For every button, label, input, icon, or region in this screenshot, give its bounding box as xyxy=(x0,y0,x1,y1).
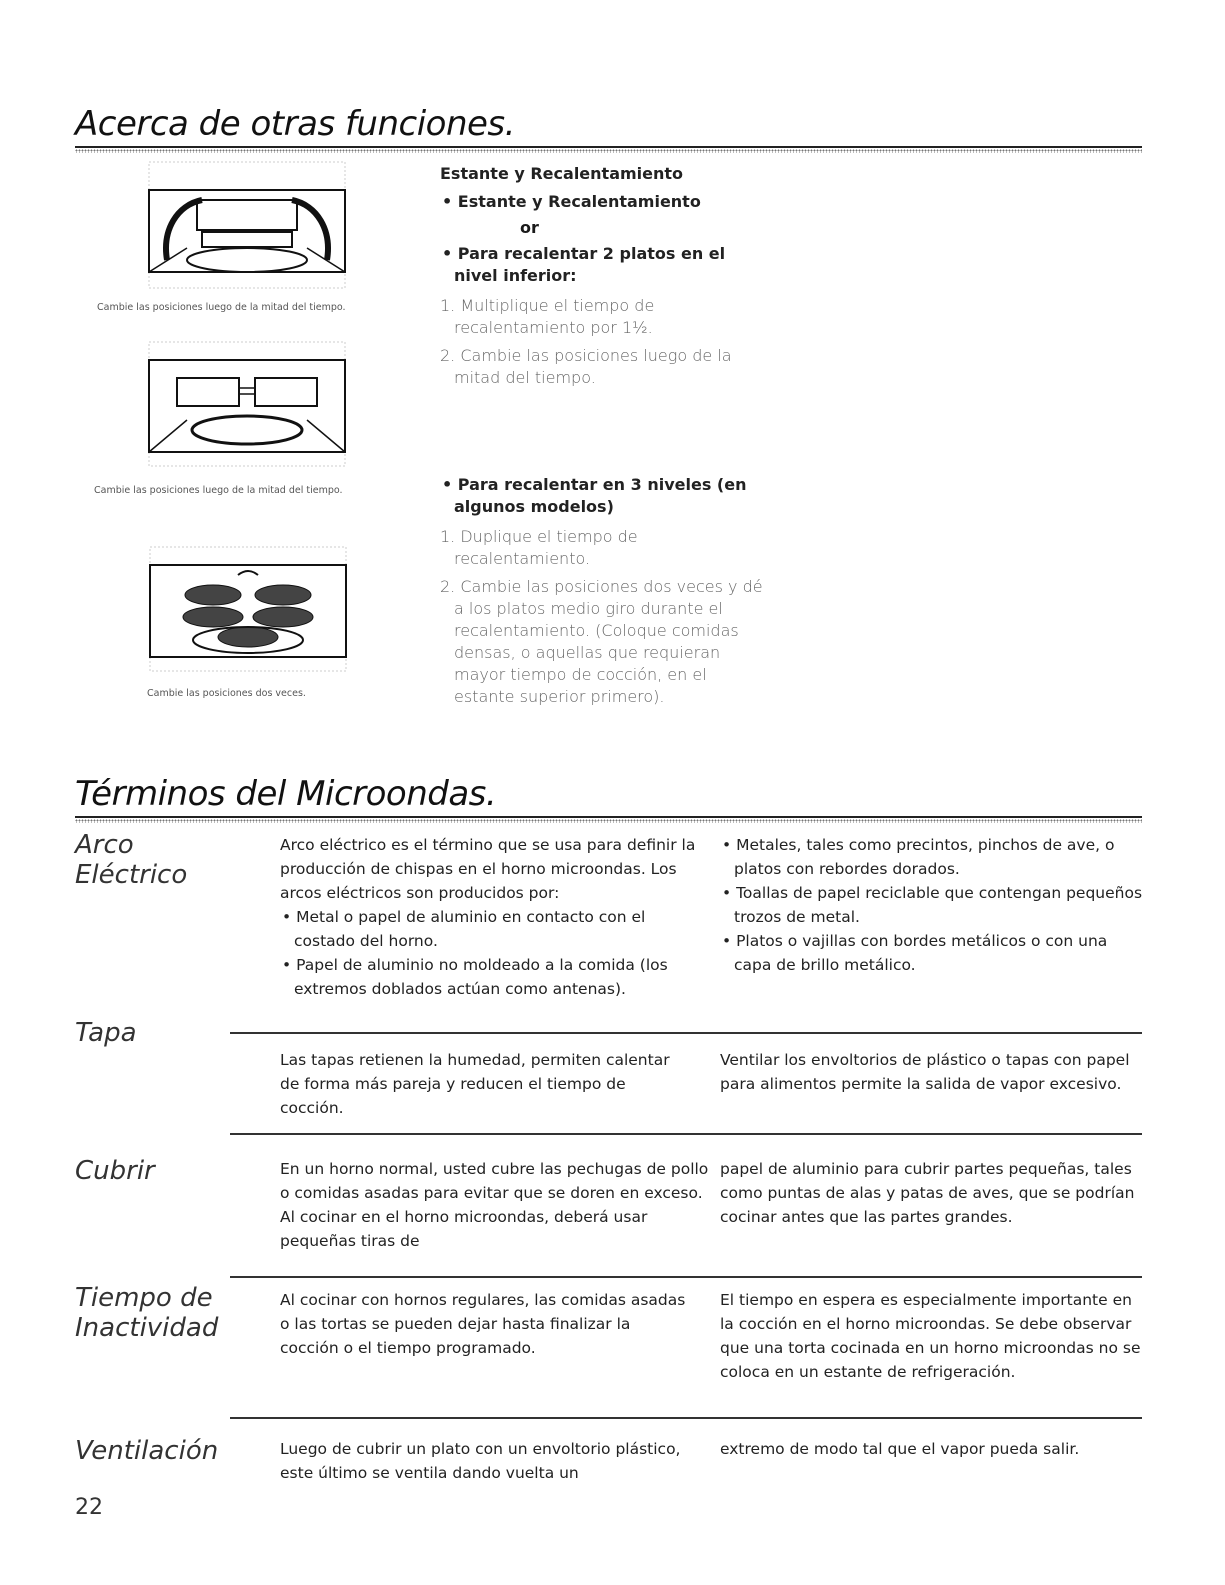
rack-bullet-2: • Para recalentar 2 platos en el nivel inferior: xyxy=(440,243,770,287)
arco-right-bullet-2: • Toallas de papel reciclable que contengan pequeños trozos de metal. xyxy=(720,881,1145,929)
arco-right-bullet-3: • Platos o vajillas con bordes metálicos o con una capa de brillo metálico. xyxy=(720,929,1145,977)
section-divider-dots xyxy=(75,819,1142,823)
tapa-right-text: Ventilar los envoltorios de plástico o tapas con papel para alimentos permite la salida de vapor excesivo. xyxy=(720,1051,1130,1093)
section-title-terminos: Términos del Microondas. xyxy=(75,774,497,814)
rack-step-2a: 2. Cambie las posiciones luego de la mitad del tiempo. xyxy=(440,346,732,387)
cubrir-right-text: papel de aluminio para cubrir partes pequeñas, tales como puntas de alas y patas de aves, que se podrían cocinar antes que las partes grandes. xyxy=(720,1160,1135,1226)
tiempo-right-text: El tiempo en espera es especialmente importante en la cocción en el horno microondas. Se debe observar que una torta cocinada en un horno microondas no se coloca en un estante de refrigeración. xyxy=(720,1291,1141,1381)
rack-three-level-instructions xyxy=(440,474,770,708)
term-cubrir: Cubrir xyxy=(75,1156,155,1186)
figure-rack-swap-2 xyxy=(147,340,347,468)
rack-step-1a: 1. Multiplique el tiempo de recalentamiento por 1½. xyxy=(440,296,655,337)
cubrir-left-text: En un horno normal, usted cubre las pechugas de pollo o comidas asadas para evitar que se doren en exceso. Al cocinar en el horno microondas, deberá usar pequeñas tiras de xyxy=(280,1160,709,1250)
section-title-otras-funciones: Acerca de otras funciones. xyxy=(75,104,515,144)
arco-right-bullet-1: • Metales, tales como precintos, pinchos de ave, o platos con rebordes dorados. xyxy=(720,833,1145,881)
term-tiempo-line2: Inactividad xyxy=(75,1313,219,1343)
row-divider xyxy=(230,1417,1142,1419)
oven-rack-illustration-3 xyxy=(148,545,348,673)
rack-bullet-1: • Estante y Recalentamiento xyxy=(440,191,770,213)
row-divider xyxy=(230,1032,1142,1034)
arco-left-text xyxy=(280,833,700,1001)
rack-bullet-3: • Para recalentar en 3 niveles (en algunos modelos) xyxy=(440,474,770,518)
rack-heading: Estante y Recalentamiento xyxy=(440,164,684,183)
arco-left-bullet-2: • Papel de aluminio no moldeado a la comida (los extremos doblados actúan como antenas). xyxy=(280,953,700,1001)
oven-rack-illustration-2 xyxy=(147,340,347,468)
figure-caption-2: Cambie las posiciones luego de la mitad del tiempo. xyxy=(94,485,343,496)
term-arco-line1: Arco xyxy=(75,830,134,860)
term-tiempo-inactividad xyxy=(75,1283,218,1343)
arco-intro: Arco eléctrico es el término que se usa para definir la producción de chispas en el horno microondas. Los arcos eléctricos son producidos por: xyxy=(280,836,696,902)
rack-or: or xyxy=(520,218,539,237)
rack-reheat-instructions xyxy=(440,163,770,389)
tiempo-left-text: Al cocinar con hornos regulares, las comidas asadas o las tortas se pueden dejar hasta finalizar la cocción o el tiempo programado. xyxy=(280,1291,686,1357)
term-arco-electrico xyxy=(75,830,187,890)
arco-right-text xyxy=(720,833,1145,977)
term-arco-line2: Eléctrico xyxy=(75,860,188,890)
figure-caption-3: Cambie las posiciones dos veces. xyxy=(147,688,306,699)
figure-rack-swap-1 xyxy=(147,160,347,290)
term-tapa: Tapa xyxy=(75,1018,137,1048)
ventilacion-left-text: Luego de cubrir un plato con un envoltorio plástico, este último se ventila dando vuelta un xyxy=(280,1440,681,1482)
section-divider-dots xyxy=(75,149,1142,153)
rack-step-2b: 2. Cambie las posiciones dos veces y dé a los platos medio giro durante el recalentamiento. (Coloque comidas densas, o aquellas que requieran mayor tiempo de cocción, en el estante superior primero). xyxy=(440,577,763,706)
row-divider xyxy=(230,1276,1142,1278)
ventilacion-right-text: extremo de modo tal que el vapor pueda salir. xyxy=(720,1440,1080,1458)
term-ventilacion: Ventilación xyxy=(75,1436,219,1466)
term-tiempo-line1: Tiempo de xyxy=(75,1283,213,1313)
rack-step-1b: 1. Duplique el tiempo de recalentamiento. xyxy=(440,527,638,568)
oven-rack-illustration-1 xyxy=(147,160,347,290)
section-divider xyxy=(75,146,1142,148)
figure-caption-1: Cambie las posiciones luego de la mitad del tiempo. xyxy=(97,302,346,313)
section-divider xyxy=(75,816,1142,818)
figure-rack-three-levels xyxy=(148,545,348,673)
row-divider xyxy=(230,1133,1142,1135)
arco-left-bullet-1: • Metal o papel de aluminio en contacto con el costado del horno. xyxy=(280,905,700,953)
page-number: 22 xyxy=(75,1495,103,1520)
tapa-left-text: Las tapas retienen la humedad, permiten calentar de forma más pareja y reducen el tiempo de cocción. xyxy=(280,1051,670,1117)
